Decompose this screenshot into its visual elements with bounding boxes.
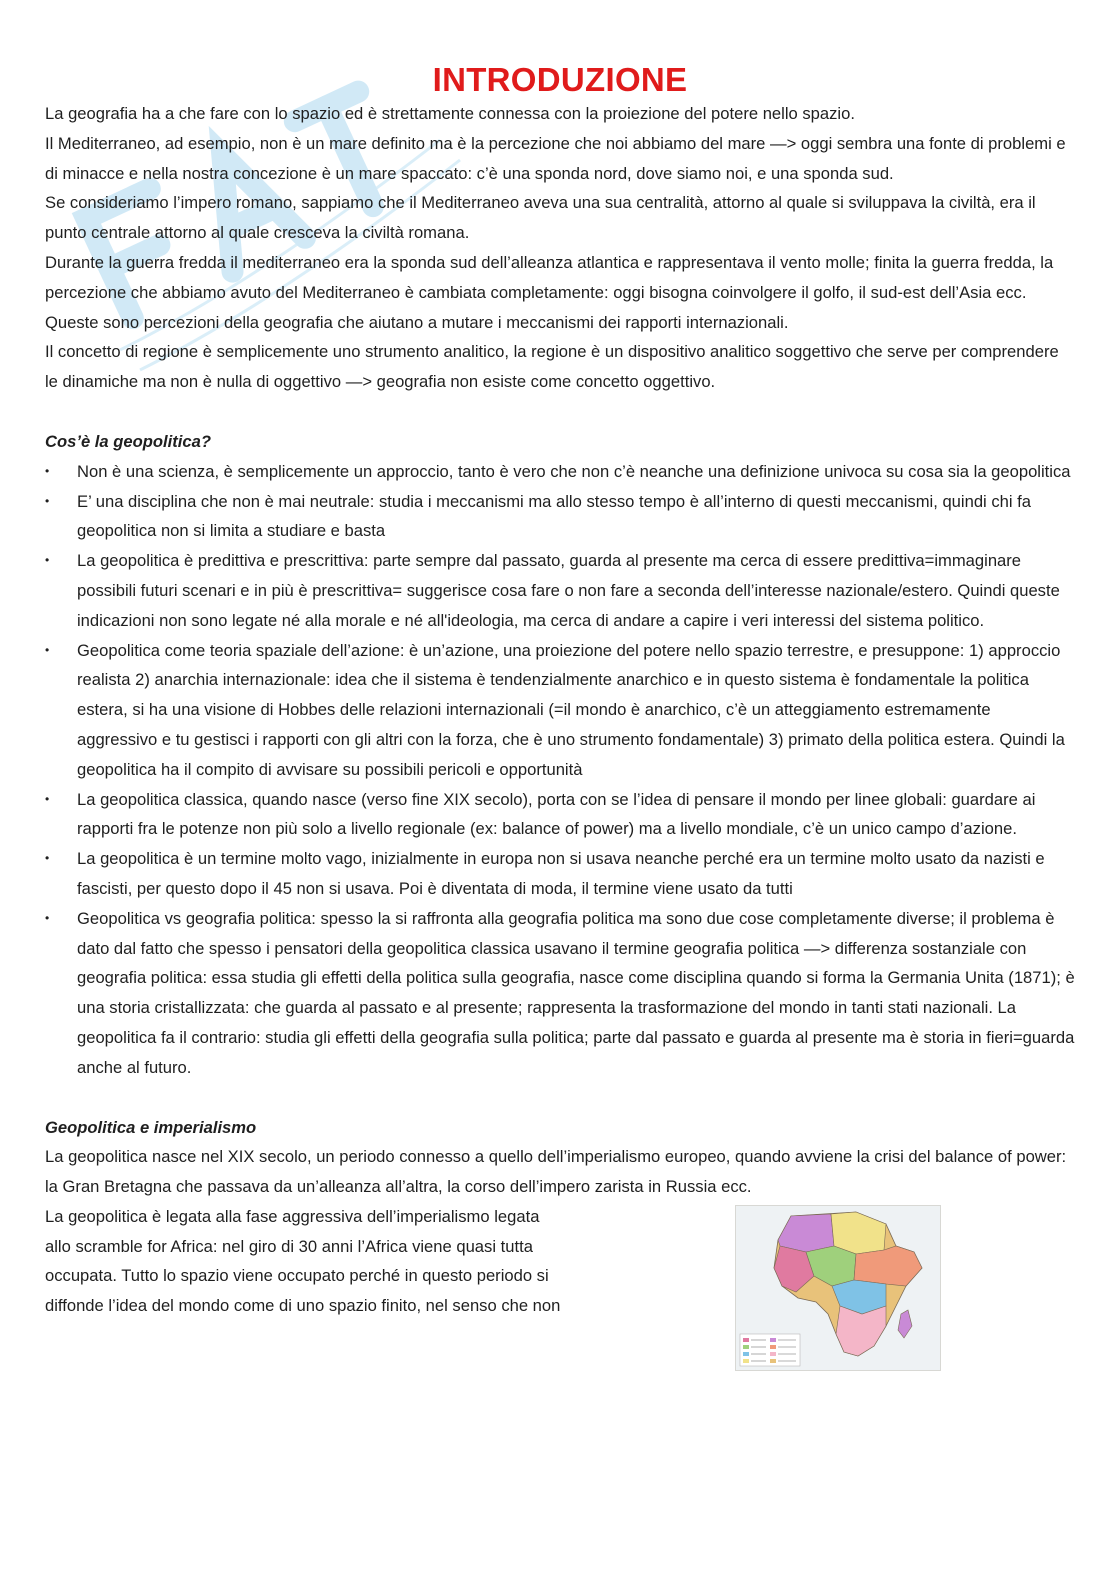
list-item — [45, 785, 1075, 845]
text-line: allo scramble for Africa: nel giro di 30 anni l’Africa viene quasi tutta — [45, 1236, 533, 1256]
text-line: diffonde l’idea del mondo come di uno spazio finito, nel senso che non — [45, 1296, 561, 1316]
list-item-text: La geopolitica è predittiva e prescrittiva: parte sempre dal passato, guarda al presente ma cerca di essere predittiva=immaginare possibili futuri scenari e in più è prescrittiva= suggerisce cosa fare o non fare a seconda dell’interesse nazionale/estero. Quindi queste indicazioni non sono legate né alla morale e né all'ideologia, ma cerca di andare a capire i veri interessi del sistema politico. — [77, 551, 1060, 630]
text-line: La geopolitica è legata alla fase aggressiva dell’imperialismo legata — [45, 1206, 540, 1226]
list-item — [45, 487, 1075, 547]
intro-paragraph: Durante la guerra fredda il mediterraneo era la sponda sud dell’alleanza atlantica e rappresentava il vento molle; finita la guerra fredda, la percezione che abbiamo avuto del Mediterraneo è cambiata completamente: oggi bisogna coinvolgere il golfo, il sud-est dell’Asia ecc. — [45, 252, 1054, 302]
document-page — [45, 58, 1075, 1321]
geopolitica-bullet-list — [45, 457, 1075, 1083]
list-item — [45, 546, 1075, 635]
list-item-text: La geopolitica classica, quando nasce (verso fine XIX secolo), porta con se l’idea di pensare il mondo per linee globali: guardare ai rapporti fra le potenze non più solo a livello regionale (ex: balance of power) ma a livello mondiale, c’è un unico campo d’azione. — [77, 789, 1036, 839]
intro-section — [45, 99, 1075, 397]
list-item — [45, 457, 1075, 487]
intro-paragraph: Il concetto di regione è semplicemente uno strumento analitico, la regione è un dispositivo analitico soggettivo che serve per comprendere le dinamiche ma non è nulla di oggettivo —> geografia non esiste come concetto oggettivo. — [45, 342, 1059, 392]
list-item — [45, 844, 1075, 904]
bullet-icon: • — [45, 851, 50, 866]
list-item-text: Non è una scienza, è semplicemente un approccio, tanto è vero che non c’è neanche una definizione univoca su cosa sia la geopolitica — [77, 461, 1071, 481]
intro-paragraph: La geografia ha a che fare con lo spazio ed è strettamente connessa con la proiezione del potere nello spazio. — [45, 104, 855, 123]
section-heading-geopolitica: Cos’è la geopolitica? — [45, 431, 211, 451]
bullet-icon: • — [45, 553, 50, 568]
section-heading-imperialismo: Geopolitica e imperialismo — [45, 1117, 257, 1137]
bullet-icon: • — [45, 493, 50, 508]
intro-paragraph: Queste sono percezioni della geografia che aiutano a mutare i meccanismi dei rapporti internazionali. — [45, 312, 789, 332]
list-item — [45, 904, 1075, 1083]
africa-colonial-map-image — [735, 1205, 941, 1371]
bullet-icon: • — [45, 791, 50, 806]
page-title: INTRODUZIONE — [432, 61, 688, 98]
intro-paragraph: Il Mediterraneo, ad esempio, non è un mare definito ma è la percezione che noi abbiamo del mare —> oggi sembra una fonte di problemi e di minacce e nella nostra concezione è un mare spaccato: c’è una sponda nord, dove siamo noi, e una sponda sud. — [45, 133, 1066, 183]
text-line: occupata. Tutto lo spazio viene occupato perché in questo periodo si — [45, 1266, 549, 1286]
imperialismo-paragraph-2 — [45, 1202, 615, 1321]
imperialismo-text-with-map — [45, 1202, 1075, 1321]
list-item — [45, 636, 1075, 785]
list-item-text: Geopolitica come teoria spaziale dell’azione: è un’azione, una proiezione del potere nello spazio terrestre, e presuppone: 1) approccio realista 2) anarchia internazionale: idea che il sistema è tendenzialmente anarchico e in questo sistema è fondamentale la politica estera, si ha una visione di Hobbes delle relazioni internazionali (=il mondo è anarchico, c’è un atteggiamento estremamente aggressivo e tu gestisci i rapporti con gli altri con la forza, che è uno strumento fondamentale) 3) primato della politica estera. Quindi la geopolitica ha il compito di avvisare su possibili pericoli e opportunità — [77, 640, 1065, 779]
imperialismo-paragraph: La geopolitica nasce nel XIX secolo, un periodo connesso a quello dell’imperialismo europeo, quando avviene la crisi del balance of power: la Gran Bretagna che passava da un’alleanza all’altra, la corso dell’impero zarista in Russia ecc. — [45, 1147, 1067, 1197]
bullet-icon: • — [45, 910, 50, 925]
list-item-text: E’ una disciplina che non è mai neutrale: studia i meccanismi ma allo stesso tempo è all’interno di questi meccanismi, quindi chi fa geopolitica non si limita a studiare e basta — [77, 491, 1032, 541]
list-item-text: Geopolitica vs geografia politica: spesso la si raffronta alla geografia politica ma sono due cose completamente diverse; il problema è dato dal fatto che spesso i pensatori della geopolitica classica usavano il termine geografia politica —> differenza sostanziale con geografia politica: essa studia gli effetti della politica sulla geografia, nasce come disciplina quando si forma la Germania Unita (1871); è una storia cristallizzata: che guarda al passato e al presente; rappresenta la trasformazione del mondo in tanti stati nazionali. La geopolitica fa il contrario: studia gli effetti della geografia sulla politica; parte dal passato e guarda al presente ma è storia in fieri=guarda anche al futuro. — [77, 908, 1075, 1077]
list-item-text: La geopolitica è un termine molto vago, inizialmente in europa non si usava neanche perché era un termine molto usato da nazisti e fascisti, per questo dopo il 45 non si usava. Poi è diventata di moda, il termine viene usato da tutti — [77, 849, 1045, 898]
intro-paragraph: Se consideriamo l’impero romano, sappiamo che il Mediterraneo aveva una sua centralità, attorno al quale si sviluppava la civiltà, era il punto centrale attorno al quale cresceva la civiltà romana. — [45, 193, 1036, 243]
bullet-icon: • — [45, 463, 50, 478]
bullet-icon: • — [45, 642, 50, 657]
